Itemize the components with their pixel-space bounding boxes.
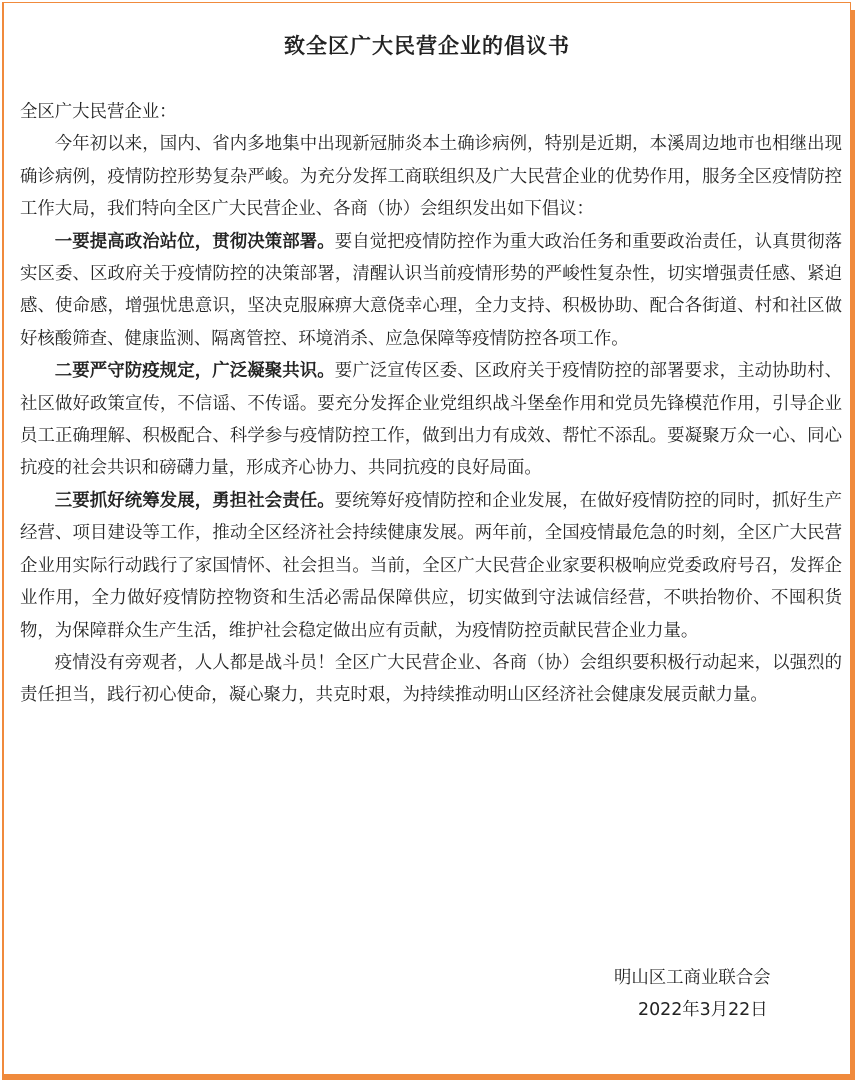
point-paragraph-3 bbox=[20, 485, 842, 647]
point-body: 要自觉把疫情防控作为重大政治任务和重要政治责任，认真贯彻落实区委、区政府关于疫情防控的决策部署，清醒认识当前疫情形势的严峻性复杂性，切实增强责任感、紧迫感、使命感，增强忧患意识，坚决克服麻痹大意侥幸心理，全力支持、积极协助、配合各街道、村和社区做好核酸筛查、健康监测、隔离管控、环境消杀、应急保障等疫情防控各项工作。 bbox=[20, 231, 842, 349]
intro-paragraph: 今年初以来，国内、省内多地集中出现新冠肺炎本土确诊病例，特别是近期，本溪周边地市也相继出现确诊病例，疫情防控形势复杂严峻。为充分发挥工商联组织及广大民营企业的优势作用，服务全区疫情防控工作大局，我们特向全区广大民营企业、各商（协）会组织发出如下倡议： bbox=[20, 134, 842, 220]
point-paragraph-2 bbox=[20, 355, 842, 485]
point-body: 要广泛宣传区委、区政府关于疫情防控的部署要求，主动协助村、社区做好政策宣传，不信谣、不传谣。要充分发挥企业党组织战斗堡垒作用和党员先锋模范作用，引导企业员工正确理解、积极配合、科学参与疫情防控工作，做到出力有成效、帮忙不添乱。要凝聚万众一心、同心抗疫的社会共识和磅礴力量，形成齐心协力、共同抗疫的良好局面。 bbox=[20, 361, 842, 479]
point-paragraph-1 bbox=[20, 226, 842, 356]
salutation: 全区广大民营企业： bbox=[20, 102, 177, 122]
point-heading: 三要抓好统筹发展，勇担社会责任。 bbox=[54, 490, 335, 511]
document-title: 致全区广大民营企业的倡议书 bbox=[284, 34, 570, 58]
point-heading: 一要提高政治站位，贯彻决策部署。 bbox=[54, 231, 335, 252]
signature-organization: 明山区工商业联合会 bbox=[614, 968, 771, 988]
frame-bottom-bar bbox=[2, 1074, 855, 1080]
frame-right-edge bbox=[851, 10, 855, 1076]
document-body bbox=[20, 96, 842, 712]
signature-block bbox=[560, 962, 850, 1026]
point-heading: 二要严守防疫规定，广泛凝聚共识。 bbox=[54, 361, 335, 382]
point-body: 要统筹好疫情防控和企业发展，在做好疫情防控的同时，抓好生产经营、项目建设等工作，推动全区经济社会持续健康发展。两年前，全国疫情最危急的时刻，全区广大民营企业用实际行动践行了家国情怀、社会担当。当前，全区广大民营企业家要积极响应党委政府号召，发挥企业作用，全力做好疫情防控物资和生活必需品保障供应，切实做到守法诚信经营，不哄抬物价、不囤积货物，为保障群众生产生活，维护社会稳定做出应有贡献，为疫情防控贡献民营企业力量。 bbox=[20, 490, 842, 641]
closing-paragraph: 疫情没有旁观者，人人都是战斗员！全区广大民营企业、各商（协）会组织要积极行动起来，以强烈的责任担当，践行初心使命，凝心聚力，共克时艰，为持续推动明山区经济社会健康发展贡献力量。 bbox=[20, 652, 842, 706]
signature-date: 2022年3月22日 bbox=[638, 1000, 768, 1020]
